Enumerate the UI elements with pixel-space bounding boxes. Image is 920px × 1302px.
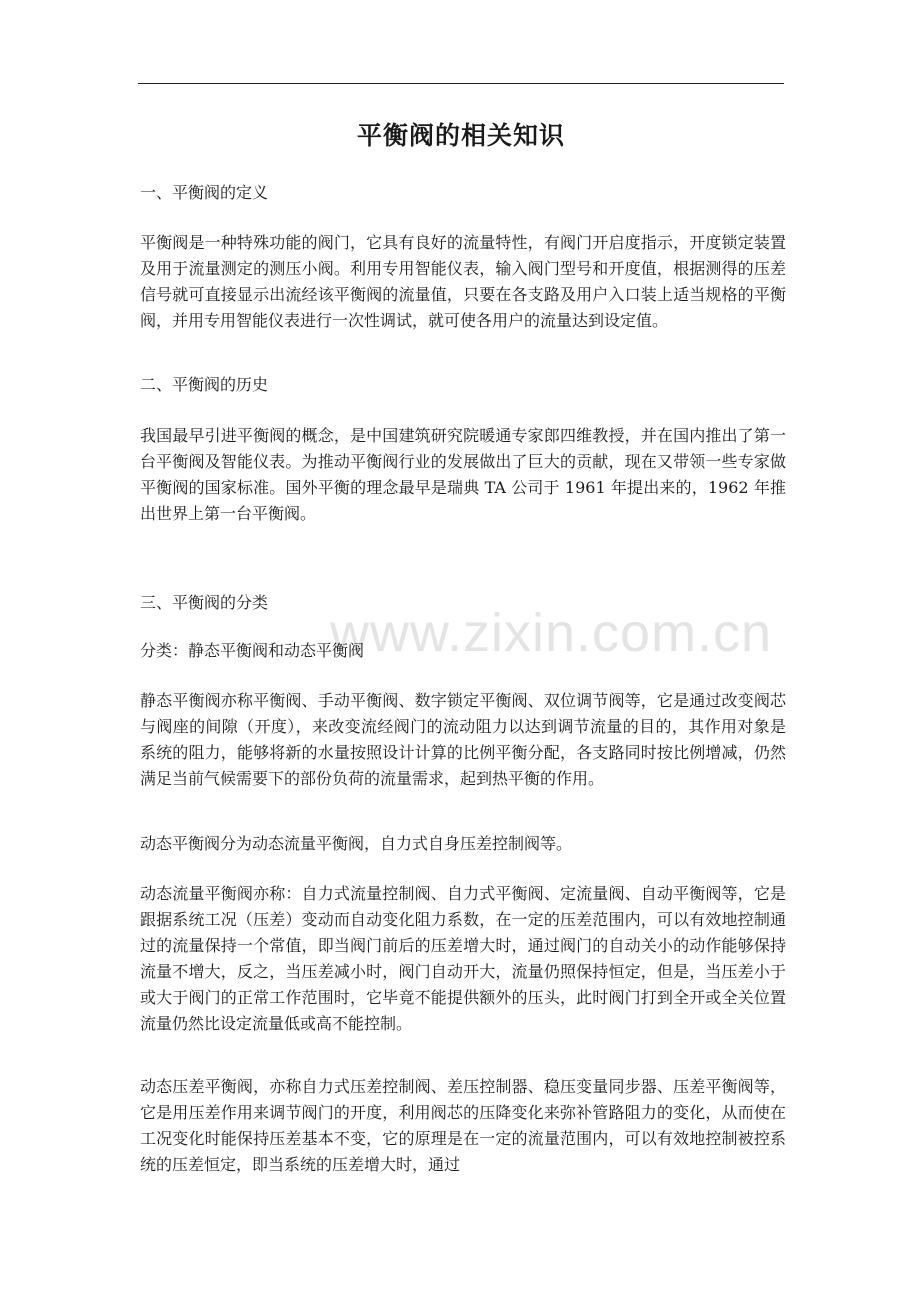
paragraph-dynamic-flow-valve: 动态流量平衡阀亦称：自力式流量控制阀、自力式平衡阀、定流量阀、自动平衡阀等，它是跟据系统工况（压差）变动而自动变化阻力系数，在一定的压差范围内，可以有效地控制通过的流量保持一个常值，即当阀门前后的压差增大时，通过阀门的自动关小的动作能够保持流量不增大，反之，当压差减小时，阀门自动开大，流量仍照保持恒定，但是，当压差小于或大于阀门的正常工作范围时，它毕竟不能提供额外的压头，此时阀门打到全开或全关位置流量仍然比设定流量低或高不能控制。: [140, 884, 786, 1033]
paragraph-history: 我国最早引进平衡阀的概念，是中国建筑研究院暖通专家郎四维教授，并在国内推出了第一台平衡阀及智能仪表。为推动平衡阀行业的发展做出了巨大的贡献，现在又带领一些专家做平衡阀的国家标准。国外平衡的理念最早是瑞典 TA 公司于 1961 年提出来的，1962 年推出世界上第一台平衡阀。: [140, 426, 786, 523]
header-rule: [138, 83, 784, 84]
paragraph-definition: 平衡阀是一种特殊功能的阀门，它具有良好的流量特性，有阀门开启度指示，开度锁定装置及用于流量测定的测压小阀。利用专用智能仪表，输入阀门型号和开度值，根据测得的压差信号就可直接显示出流经该平衡阀的流量值，只要在各支路及用户入口装上适当规格的平衡阀，并用专用智能仪表进行一次性调试，就可使各用户的流量达到设定值。: [140, 233, 786, 330]
paragraph-static-balance-valve: 静态平衡阀亦称平衡阀、手动平衡阀、数字锁定平衡阀、双位调节阀等，它是通过改变阀芯与阀座的间隙（开度），来改变流经阀门的流动阻力以达到调节流量的目的，其作用对象是系统的阻力，能够将新的水量按照设计计算的比例平衡分配，各支路同时按比例增减，仍然满足当前气候需要下的部份负荷的流量需求，起到热平衡的作用。: [140, 691, 786, 788]
paragraph-dynamic-pressure-valve: 动态压差平衡阀，亦称自力式压差控制阀、差压控制器、稳压变量同步器、压差平衡阀等，它是用压差作用来调节阀门的开度，利用阀芯的压降变化来弥补管路阻力的变化，从而使在工况变化时能保持压差基本不变，它的原理是在一定的流量范围内，可以有效地控制被控系统的压差恒定，即当系统的压差增大时，通过: [140, 1077, 786, 1174]
paragraph-dynamic-balance-valve: 动态平衡阀分为动态流量平衡阀，自力式自身压差控制阀等。: [140, 834, 573, 853]
section-heading-history: 二、平衡阀的历史: [140, 375, 269, 394]
paragraph-classification-summary: 分类：静态平衡阀和动态平衡阀: [140, 641, 365, 660]
watermark: www.zixin.com.cn: [330, 603, 773, 663]
document-title: 平衡阀的相关知识: [356, 121, 565, 150]
section-heading-classification: 三、平衡阀的分类: [140, 593, 269, 612]
section-heading-definition: 一、平衡阀的定义: [140, 183, 269, 202]
